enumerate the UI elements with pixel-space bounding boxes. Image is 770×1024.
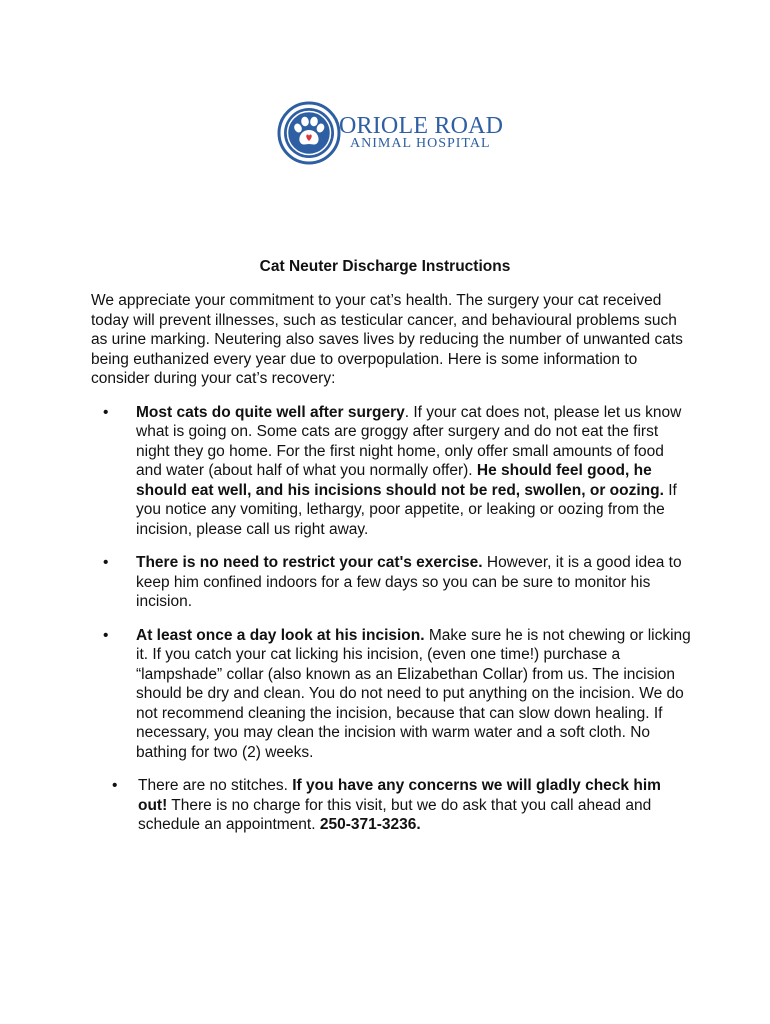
- phone-number: 250-371-3236.: [319, 816, 421, 833]
- bullet-text: There are no stitches.: [138, 777, 293, 794]
- document-body: [91, 291, 691, 849]
- document-title: Cat Neuter Discharge Instructions: [259, 258, 511, 275]
- bullet-lead: At least once a day look at his incision.: [136, 626, 425, 644]
- list-item: [91, 403, 691, 540]
- intro-paragraph: We appreciate your commitment to your cat’s health. The surgery your cat received today will prevent illnesses, such as testicular cancer, and behavioural problems such as urine marking. Neutering also saves lives by reducing the number of unwanted cats being euthanized every year due to overpopulation. Here is some information to consider during your cat’s recovery:: [91, 292, 683, 387]
- bullet-text: Make sure he is not chewing or licking it. If you catch your cat licking his incision, (even one time!) purchase a “lampshade” collar (also known as an Elizabethan Collar) from us. The incision should be dry and clean. You do not need to put anything on the incision. We do not recommend cleaning the incision, because that can slow down healing. If necessary, you may clean the incision with warm water and a soft cloth. No bathing for two (2) weeks.: [136, 626, 691, 761]
- bullet-lead: There is no need to restrict your cat's exercise.: [136, 554, 483, 571]
- list-item: [91, 553, 691, 612]
- bullet-text: If you notice any vomiting, lethargy, poor appetite, or leaking or oozing from the incision, please call us right away.: [136, 481, 677, 538]
- bullet-emphasis: He should feel good, he should eat well, and his incisions should not be red, swollen, or oozing.: [136, 462, 664, 499]
- bullet-emphasis: If you have any concerns we will gladly check him out!: [138, 777, 661, 814]
- bullet-icon: •: [103, 403, 109, 421]
- bullet-text: However, it is a good idea to keep him confined indoors for a few days so you can be sure to monitor his incision.: [136, 554, 682, 610]
- instruction-list: [91, 403, 691, 835]
- bullet-lead: Most cats do quite well after surgery: [136, 403, 405, 421]
- hospital-logo: [276, 100, 506, 166]
- bullet-icon: •: [103, 626, 109, 644]
- bullet-icon: •: [112, 777, 118, 794]
- list-item: [91, 776, 691, 835]
- list-item: [91, 626, 691, 763]
- bullet-text: There is no charge for this visit, but we do ask that you call ahead and schedule an appointment.: [138, 796, 652, 833]
- logo-name: ORIOLE ROAD: [339, 113, 504, 139]
- bullet-text: . If your cat does not, please let us know what is going on. Some cats are groggy after surgery and do not eat the first night they go home. For the first night home, only offer small amounts of food and water (about half of what you normally offer).: [136, 403, 682, 479]
- paw-print-icon: [276, 100, 342, 166]
- logo-subtitle: ANIMAL HOSPITAL: [350, 136, 491, 151]
- bullet-icon: •: [103, 554, 109, 571]
